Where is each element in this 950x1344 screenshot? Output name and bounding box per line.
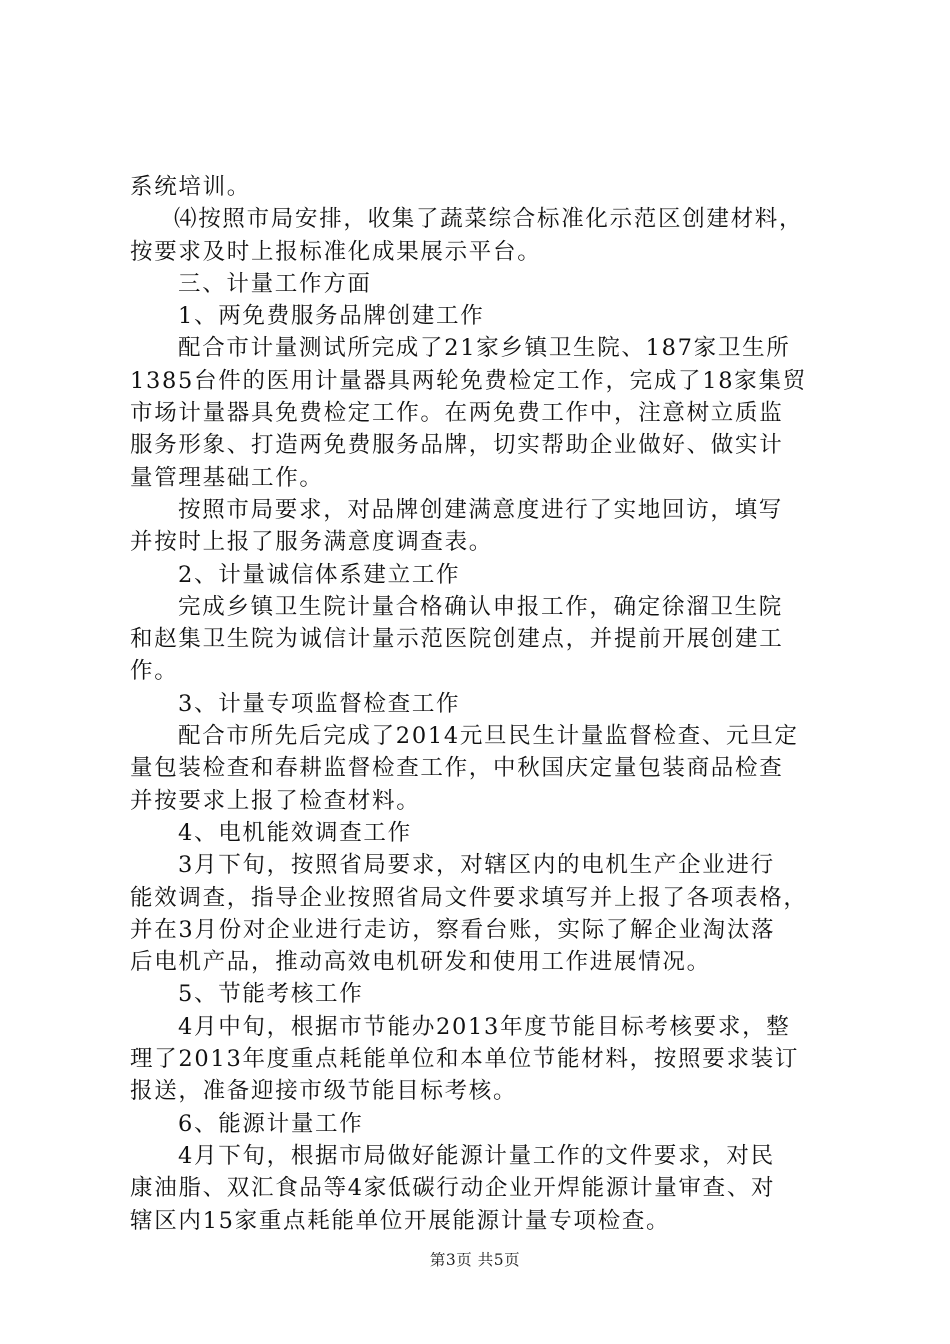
subsection-heading: 2、计量诚信体系建立工作 — [178, 561, 461, 588]
text-line: 康油脂、双汇食品等4家低碳行动企业开焊能源计量审查、对 — [130, 1175, 776, 1202]
subsection-heading: 4、电机能效调查工作 — [178, 819, 412, 846]
text-line: 并按时上报了服务满意度调查表。 — [130, 529, 494, 556]
subsection-heading: 6、能源计量工作 — [178, 1110, 364, 1137]
subsection-heading: 5、节能考核工作 — [178, 981, 364, 1008]
text-line: 1385台件的医用计量器具两轮免费检定工作，完成了18家集贸 — [130, 367, 807, 394]
section-heading: 三、计量工作方面 — [178, 270, 372, 297]
text-line: 并按要求上报了检查材料。 — [130, 787, 421, 814]
subsection-heading: 3、计量专项监督检查工作 — [178, 690, 461, 717]
text-line: 完成乡镇卫生院计量合格确认申报工作，确定徐溜卫生院 — [178, 593, 784, 620]
text-line: 并在3月份对企业进行走访，察看台账，实际了解企业淘汰落 — [130, 916, 776, 943]
text-line: 后电机产品，推动高效电机研发和使用工作进展情况。 — [130, 949, 711, 976]
text-line: 按要求及时上报标准化成果展示平台。 — [130, 238, 542, 265]
text-line: 3月下旬，按照省局要求，对辖区内的电机生产企业进行 — [178, 852, 775, 879]
text-line: 量包装检查和春耕监督检查工作，中秋国庆定量包装商品检查 — [130, 755, 784, 782]
text-line: 能效调查，指导企业按照省局文件要求填写并上报了各项表格， — [130, 884, 808, 911]
text-line: 服务形象、打造两免费服务品牌，切实帮助企业做好、做实计 — [130, 432, 784, 459]
subsection-heading: 1、两免费服务品牌创建工作 — [178, 303, 485, 330]
text-line: 报送，准备迎接市级节能目标考核。 — [130, 1078, 518, 1105]
text-line: 辖区内15家重点耗能单位开展能源计量专项检查。 — [130, 1207, 671, 1234]
text-line: 系统培训。 — [130, 174, 252, 200]
text-line: 4月下旬，根据市局做好能源计量工作的文件要求，对民 — [178, 1142, 775, 1169]
text-line: 量管理基础工作。 — [130, 464, 324, 491]
text-line: 市场计量器具免费检定工作。在两免费工作中，注意树立质监 — [130, 400, 784, 427]
page-footer: 第3页 共5页 — [429, 1251, 521, 1269]
text-line: 配合市计量测试所完成了21家乡镇卫生院、187家卫生所 — [178, 335, 791, 362]
text-line: 4月中旬，根据市节能办2013年度节能目标考核要求，整 — [178, 1013, 791, 1040]
document-body — [130, 171, 830, 1237]
text-line: 作。 — [130, 658, 179, 685]
text-line: 配合市所先后完成了2014元旦民生计量监督检查、元旦定 — [178, 723, 799, 750]
text-line: 理了2013年度重点耗能单位和本单位节能材料，按照要求装订 — [130, 1046, 800, 1073]
text-line: ⑷按照市局安排，收集了蔬菜综合标准化示范区创建材料， — [174, 206, 804, 233]
text-line: 按照市局要求，对品牌创建满意度进行了实地回访，填写 — [178, 496, 784, 523]
text-line: 和赵集卫生院为诚信计量示范医院创建点，并提前开展创建工 — [130, 626, 784, 653]
